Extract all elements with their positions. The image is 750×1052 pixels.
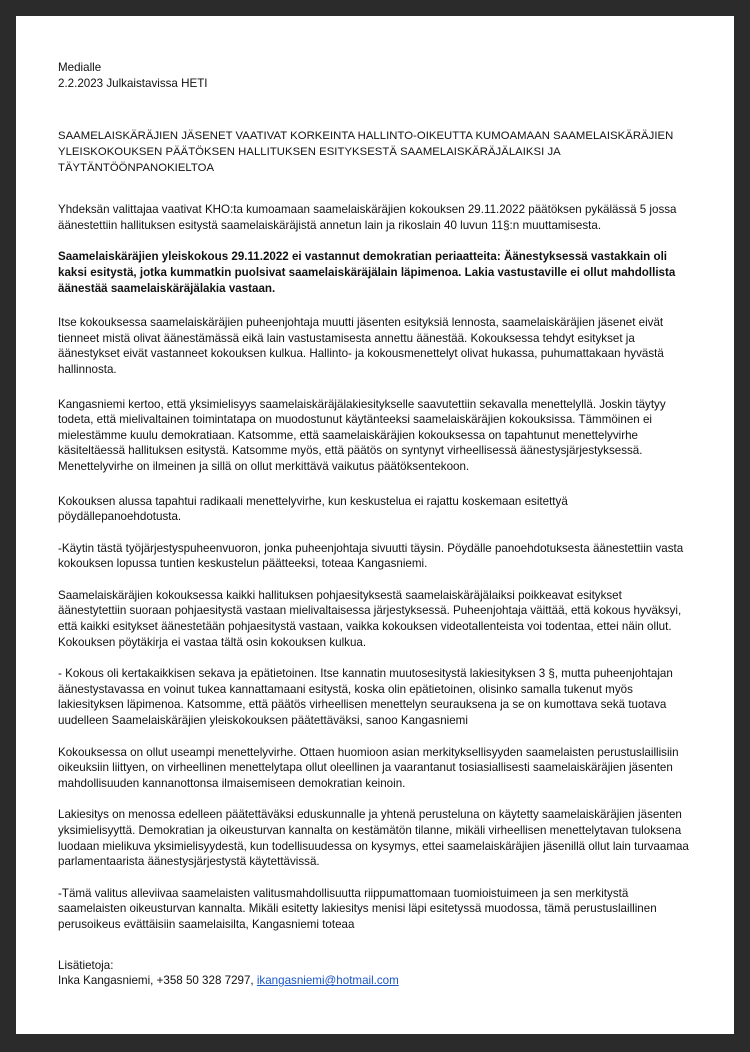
paragraph-8: - Kokous oli kertakaikkisen sekava ja epätietoinen. Itse kannatin muutosesitystä lakiesityksen 3 §, mutta puheenjohtajan äänestystavassa en voinut tukea kannattamaani esitystä, koska olin epätietoinen, olisinko samalla tukenut myös lakiesityksen läpimenoa. Katsomme, että päätös virheellisen menettelyn seurauksena ja se on kumottava sekä tuotava uudelleen Saamelaiskäräjien yleiskokouksen päätettäväksi, sanoo Kangasniemi xyxy=(58,667,673,728)
paragraph-4: Kangasniemi kertoo, että yksimielisyys saamelaiskäräjälakiesitykselle saavutettiin sekavalla menettelyllä. Joskin täytyy todeta, että mielivaltainen toimintatapa on muodostunut käytänteeksi saamelaiskäräjien kokouksissa. Tämmöinen ei mielestämme kuulu demokratiaan. Katsomme, että saamelaiskäräjien kokouksessa on tapahtunut menettelyvirhe käsiteltäessä hallituksen esitystä. Katsomme myös, että päätös on syntynyt virheellisessä äänestysjärjestyksessä. Menettelyvirhe on ilmeinen ja sillä on ollut merkittävä vaikutus päätöksentekoon. xyxy=(58,397,666,473)
document-page xyxy=(16,16,734,1034)
paragraph-lead-bold: Saamelaiskäräjien yleiskokous 29.11.2022 ei vastannut demokratian periaatteita: Äänestyksessä vastakkain oli kaksi esitystä, jotka kummatkin puolsivat saamelaiskäräjälain läpimenoa. Lakia vastustaville ei ollut mahdollista äänestää saamelaiskäräjälakia vastaan. xyxy=(58,250,676,295)
contact-block xyxy=(58,958,690,989)
paragraph-9: Kokouksessa on ollut useampi menettelyvirhe. Ottaen huomioon asian merkityksellisyyden saamelaisten perustuslaillisiin oikeuksiin liittyen, on virheellinen menettelytapa ollut oleellinen ja vaarantanut tosiasiallisesti saamelaiskäräjien jäsenten mahdollisuuden kannanottonsa ilmaisemiseen demokratian keinoin. xyxy=(58,745,679,790)
contact-name-phone: Inka Kangasniemi, +358 50 328 7297, xyxy=(58,974,257,988)
paragraph-7: Saamelaiskäräjien kokouksessa kaikki hallituksen pohjaesityksestä saamelaiskäräjälaiksi poikkeavat esitykset äänestytettiin suoraan pohjaesitystä vastaan mielivaltaisessa järjestyksessä. Puheenjohtaja väittää, että kokous hyväksyi, että kaikki esitykset äänestetään pohjaesitystä vastaan, vaikka kokouksen videotallenteista voi todentaa, ettei näin ollut. Kokouksen pöytäkirja ei vastaa tältä osin kokouksen kulkua. xyxy=(58,588,682,649)
header xyxy=(58,60,690,91)
date-line: 2.2.2023 Julkaistavissa HETI xyxy=(58,76,208,90)
contact-email-link[interactable]: ikangasniemi@hotmail.com xyxy=(256,974,399,988)
paragraph-3: Itse kokouksessa saamelaiskäräjien puheenjohtaja muutti jäsenten esityksiä lennosta, saamelaiskäräjien jäsenet eivät tienneet mistä olivat äänestämässä eikä lain vastustamisesta annettu äänestää. Kokouksessa tehdyt esitykset ja äänestykset eivät vastanneet kokouksen kulkua. Hallinto- ja kokousmenettelyt olivat hukassa, puhumattakaan hyvästä hallinnosta. xyxy=(58,316,664,376)
contact-label: Lisätietoja: xyxy=(58,958,114,972)
paragraph-intro: Yhdeksän valittajaa vaativat KHO:ta kumoamaan saamelaiskäräjien kokouksen 29.11.2022 päätöksen pykälässä 5 jossa äänestettiin hallituksen esitystä saamelaiskäräjistä annetun lain ja rikoslain 40 luvun 11§:n muuttamisesta. xyxy=(58,203,677,232)
paragraph-10: Lakiesitys on menossa edelleen päätettäväksi eduskunnalle ja yhtenä perusteluna on käytetty saamelaiskäräjien jäsenten yksimielisyyttä. Demokratian ja oikeusturvan kannalta on kestämätön tilanne, mikäli virheellisen menettelytavan tuloksena luodaan mielikuva yksimielisyydestä, kun todellisuudessa on kysymys, ettei saamelaiskäräjien jäsenillä ollut lain turvaamaa parlamentaarista äänestysjärjestystä käytettävissä. xyxy=(58,808,689,869)
paragraph-11: -Tämä valitus alleviivaa saamelaisten valitusmahdollisuutta riippumattomaan tuomioistuimeen ja sen merkitystä saamelaisten oikeusturvan kannalta. Mikäli esitetty lakiesitys menisi läpi esitetyssä muodossa, tämä perustuslaillinen perusoikeus evättäisiin saamelaisilta, Kangasniemi toteaa xyxy=(58,886,657,931)
paragraph-6: -Käytin tästä työjärjestyspuheenvuoron, jonka puheenjohtaja sivuutti täysin. Pöydälle panoehdotuksesta äänestettiin vasta kokouksen lopussa tuntien keskustelun päätteeksi, toteaa Kangasniemi. xyxy=(58,541,684,571)
paragraph-5: Kokouksen alussa tapahtui radikaali menettelyvirhe, kun keskustelua ei rajattu koskemaan esitettyä pöydällepanoehdotusta. xyxy=(58,494,568,524)
press-release-title: SAAMELAISKÄRÄJIEN JÄSENET VAATIVAT KORKEINTA HALLINTO-OIKEUTTA KUMOAMAAN SAAMELAISKÄRÄJIEN YLEISKOKOUKSEN PÄÄTÖKSEN HALLITUKSEN ESITYKSESTÄ SAAMELAISKÄRÄJÄLAIKSI JA TÄYTÄNTÖÖNPANOKIELTOA xyxy=(58,130,674,175)
recipient: Medialle xyxy=(58,61,102,74)
